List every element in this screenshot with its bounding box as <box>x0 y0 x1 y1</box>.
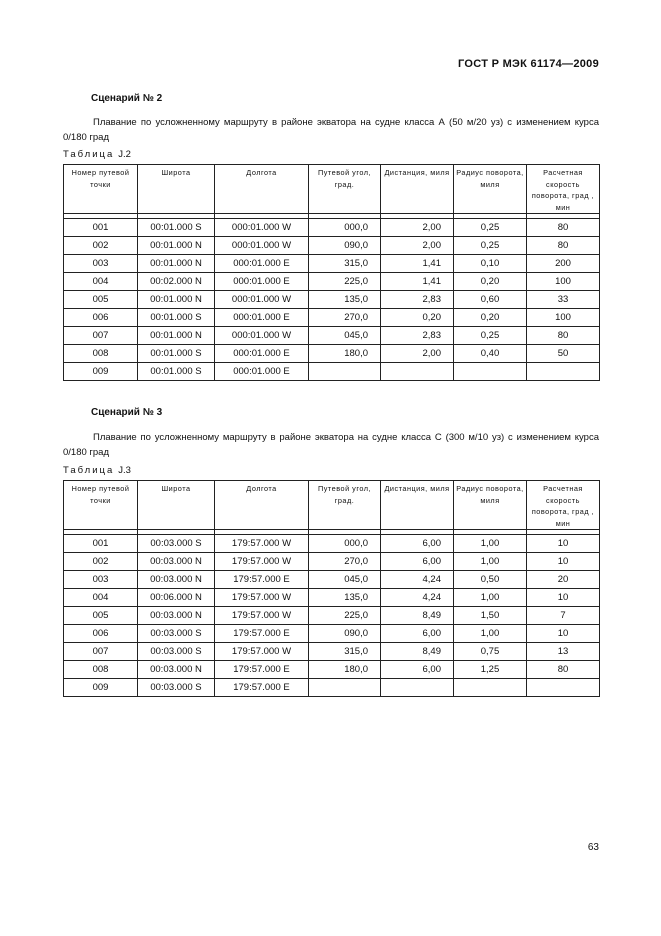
cell-turn-rate: 100 <box>527 273 600 291</box>
cell-latitude: 00:03.000 S <box>138 535 215 553</box>
cell-distance <box>381 679 454 697</box>
cell-distance: 2,00 <box>381 219 454 237</box>
cell-track-angle: 180,0 <box>309 345 381 363</box>
table-row <box>64 219 600 237</box>
document-header: ГОСТ Р МЭК 61174—2009 <box>458 58 599 70</box>
cell-track-angle: 045,0 <box>309 571 381 589</box>
cell-latitude: 00:03.000 N <box>138 661 215 679</box>
cell-longitude: 000:01.000 E <box>215 345 309 363</box>
cell-track-angle: 225,0 <box>309 607 381 625</box>
cell-distance: 2,00 <box>381 237 454 255</box>
table-row <box>64 589 600 607</box>
cell-turn-radius: 0,50 <box>454 571 527 589</box>
cell-longitude: 000:01.000 W <box>215 219 309 237</box>
cell-turn-radius: 0,20 <box>454 273 527 291</box>
col-turn-radius: Радиус поворота, миля <box>454 165 527 214</box>
cell-distance: 0,20 <box>381 309 454 327</box>
table-row <box>64 625 600 643</box>
cell-waypoint-number: 006 <box>64 625 138 643</box>
cell-turn-radius: 1,00 <box>454 535 527 553</box>
cell-turn-radius: 1,00 <box>454 553 527 571</box>
col-track-angle: Путевой угол, град. <box>309 481 381 530</box>
cell-turn-rate: 20 <box>527 571 600 589</box>
table-row <box>64 345 600 363</box>
cell-distance: 4,24 <box>381 571 454 589</box>
table-row <box>64 255 600 273</box>
cell-track-angle: 270,0 <box>309 553 381 571</box>
scenario-2-title: Сценарий № 2 <box>91 93 163 104</box>
cell-turn-radius: 0,60 <box>454 291 527 309</box>
cell-waypoint-number: 009 <box>64 679 138 697</box>
cell-waypoint-number: 008 <box>64 345 138 363</box>
cell-turn-radius: 0,10 <box>454 255 527 273</box>
table-label: Таблица <box>63 149 115 160</box>
cell-turn-rate: 33 <box>527 291 600 309</box>
cell-latitude: 00:01.000 S <box>138 345 215 363</box>
table-header-row <box>64 165 600 214</box>
table-label: Таблица <box>63 465 115 476</box>
cell-waypoint-number: 005 <box>64 607 138 625</box>
scenario-3-title: Сценарий № 3 <box>91 407 163 418</box>
cell-latitude: 00:02.000 N <box>138 273 215 291</box>
cell-latitude: 00:01.000 N <box>138 291 215 309</box>
cell-latitude: 00:06.000 N <box>138 589 215 607</box>
cell-track-angle <box>309 363 381 381</box>
cell-turn-rate: 50 <box>527 345 600 363</box>
cell-turn-rate <box>527 679 600 697</box>
cell-latitude: 00:01.000 S <box>138 363 215 381</box>
table-row <box>64 607 600 625</box>
cell-distance: 6,00 <box>381 661 454 679</box>
table-id: J.3 <box>118 465 131 476</box>
table-j3-caption <box>63 465 131 476</box>
cell-latitude: 00:03.000 N <box>138 571 215 589</box>
cell-distance: 8,49 <box>381 643 454 661</box>
cell-turn-radius: 0,40 <box>454 345 527 363</box>
cell-turn-radius: 1,25 <box>454 661 527 679</box>
table-row <box>64 661 600 679</box>
cell-turn-radius: 0,25 <box>454 327 527 345</box>
cell-track-angle: 225,0 <box>309 273 381 291</box>
cell-track-angle: 270,0 <box>309 309 381 327</box>
col-turn-rate: Расчетная скорость поворота, град , мин <box>527 481 600 530</box>
table-row <box>64 535 600 553</box>
cell-longitude: 179:57.000 E <box>215 625 309 643</box>
col-turn-rate: Расчетная скорость поворота, град , мин <box>527 165 600 214</box>
cell-track-angle <box>309 679 381 697</box>
cell-longitude: 000:01.000 E <box>215 255 309 273</box>
table-j3 <box>63 480 600 697</box>
cell-distance: 2,83 <box>381 327 454 345</box>
cell-longitude: 000:01.000 W <box>215 237 309 255</box>
cell-distance: 2,83 <box>381 291 454 309</box>
cell-distance: 6,00 <box>381 625 454 643</box>
cell-latitude: 00:03.000 S <box>138 625 215 643</box>
cell-turn-rate: 80 <box>527 219 600 237</box>
table-row <box>64 553 600 571</box>
table-row <box>64 679 600 697</box>
cell-turn-rate <box>527 363 600 381</box>
table-row <box>64 643 600 661</box>
col-waypoint-number: Номер путевой точки <box>64 481 138 530</box>
table-row <box>64 571 600 589</box>
table-row <box>64 273 600 291</box>
cell-turn-rate: 10 <box>527 553 600 571</box>
cell-latitude: 00:01.000 N <box>138 255 215 273</box>
cell-turn-radius: 1,00 <box>454 589 527 607</box>
cell-turn-radius: 1,50 <box>454 607 527 625</box>
cell-turn-radius: 1,00 <box>454 625 527 643</box>
cell-latitude: 00:03.000 S <box>138 679 215 697</box>
cell-latitude: 00:03.000 S <box>138 643 215 661</box>
col-turn-radius: Радиус поворота, миля <box>454 481 527 530</box>
cell-waypoint-number: 003 <box>64 571 138 589</box>
table-header-row <box>64 481 600 530</box>
cell-waypoint-number: 005 <box>64 291 138 309</box>
cell-turn-rate: 10 <box>527 589 600 607</box>
table-row <box>64 291 600 309</box>
cell-track-angle: 180,0 <box>309 661 381 679</box>
cell-waypoint-number: 006 <box>64 309 138 327</box>
table-row <box>64 309 600 327</box>
table-row <box>64 327 600 345</box>
cell-longitude: 179:57.000 W <box>215 553 309 571</box>
cell-waypoint-number: 002 <box>64 237 138 255</box>
cell-turn-radius: 0,75 <box>454 643 527 661</box>
cell-longitude: 179:57.000 W <box>215 535 309 553</box>
cell-track-angle: 315,0 <box>309 643 381 661</box>
cell-track-angle: 135,0 <box>309 291 381 309</box>
cell-waypoint-number: 001 <box>64 219 138 237</box>
scenario-3-text: Плавание по усложненному маршруту в районе экватора на судне класса С (300 м/10 уз) с изменением курса 0/180 град <box>63 432 599 458</box>
cell-latitude: 00:03.000 N <box>138 607 215 625</box>
cell-longitude: 179:57.000 W <box>215 643 309 661</box>
cell-track-angle: 090,0 <box>309 237 381 255</box>
scenario-2-text: Плавание по усложненному маршруту в районе экватора на судне класса А (50 м/20 уз) с изменением курса 0/180 град <box>63 117 599 143</box>
cell-track-angle: 000,0 <box>309 535 381 553</box>
cell-waypoint-number: 004 <box>64 589 138 607</box>
cell-distance: 1,41 <box>381 255 454 273</box>
cell-longitude: 179:57.000 E <box>215 661 309 679</box>
table-row <box>64 237 600 255</box>
cell-distance: 2,00 <box>381 345 454 363</box>
cell-waypoint-number: 001 <box>64 535 138 553</box>
cell-distance: 8,49 <box>381 607 454 625</box>
cell-track-angle: 315,0 <box>309 255 381 273</box>
cell-longitude: 179:57.000 W <box>215 607 309 625</box>
cell-waypoint-number: 004 <box>64 273 138 291</box>
col-distance: Дистанция, миля <box>381 481 454 530</box>
cell-distance: 6,00 <box>381 553 454 571</box>
col-latitude: Широта <box>138 481 215 530</box>
col-track-angle: Путевой угол, град. <box>309 165 381 214</box>
cell-waypoint-number: 007 <box>64 327 138 345</box>
cell-waypoint-number: 003 <box>64 255 138 273</box>
cell-turn-rate: 80 <box>527 661 600 679</box>
cell-turn-rate: 100 <box>527 309 600 327</box>
table-j2 <box>63 164 600 381</box>
cell-latitude: 00:03.000 N <box>138 553 215 571</box>
cell-turn-rate: 7 <box>527 607 600 625</box>
cell-turn-rate: 200 <box>527 255 600 273</box>
cell-latitude: 00:01.000 S <box>138 309 215 327</box>
cell-distance: 6,00 <box>381 535 454 553</box>
cell-latitude: 00:01.000 S <box>138 219 215 237</box>
table-row <box>64 363 600 381</box>
col-longitude: Долгота <box>215 481 309 530</box>
cell-longitude: 179:57.000 W <box>215 589 309 607</box>
table-id: J.2 <box>118 149 131 160</box>
cell-turn-rate: 80 <box>527 237 600 255</box>
cell-longitude: 000:01.000 E <box>215 363 309 381</box>
cell-longitude: 000:01.000 W <box>215 327 309 345</box>
cell-turn-rate: 80 <box>527 327 600 345</box>
cell-turn-rate: 10 <box>527 625 600 643</box>
cell-waypoint-number: 007 <box>64 643 138 661</box>
cell-distance: 4,24 <box>381 589 454 607</box>
cell-waypoint-number: 008 <box>64 661 138 679</box>
cell-track-angle: 135,0 <box>309 589 381 607</box>
cell-distance <box>381 363 454 381</box>
cell-turn-radius: 0,25 <box>454 219 527 237</box>
cell-turn-rate: 13 <box>527 643 600 661</box>
cell-distance: 1,41 <box>381 273 454 291</box>
cell-longitude: 179:57.000 E <box>215 679 309 697</box>
cell-turn-radius <box>454 363 527 381</box>
page-number: 63 <box>587 842 599 853</box>
cell-track-angle: 000,0 <box>309 219 381 237</box>
cell-latitude: 00:01.000 N <box>138 327 215 345</box>
cell-longitude: 000:01.000 E <box>215 309 309 327</box>
col-distance: Дистанция, миля <box>381 165 454 214</box>
col-latitude: Широта <box>138 165 215 214</box>
cell-turn-rate: 10 <box>527 535 600 553</box>
col-longitude: Долгота <box>215 165 309 214</box>
cell-track-angle: 090,0 <box>309 625 381 643</box>
cell-waypoint-number: 002 <box>64 553 138 571</box>
cell-latitude: 00:01.000 N <box>138 237 215 255</box>
cell-longitude: 000:01.000 W <box>215 291 309 309</box>
table-j2-caption <box>63 149 131 160</box>
cell-waypoint-number: 009 <box>64 363 138 381</box>
col-waypoint-number: Номер путевой точки <box>64 165 138 214</box>
cell-turn-radius <box>454 679 527 697</box>
cell-turn-radius: 0,25 <box>454 237 527 255</box>
cell-track-angle: 045,0 <box>309 327 381 345</box>
cell-longitude: 179:57.000 E <box>215 571 309 589</box>
cell-turn-radius: 0,20 <box>454 309 527 327</box>
cell-longitude: 000:01.000 E <box>215 273 309 291</box>
